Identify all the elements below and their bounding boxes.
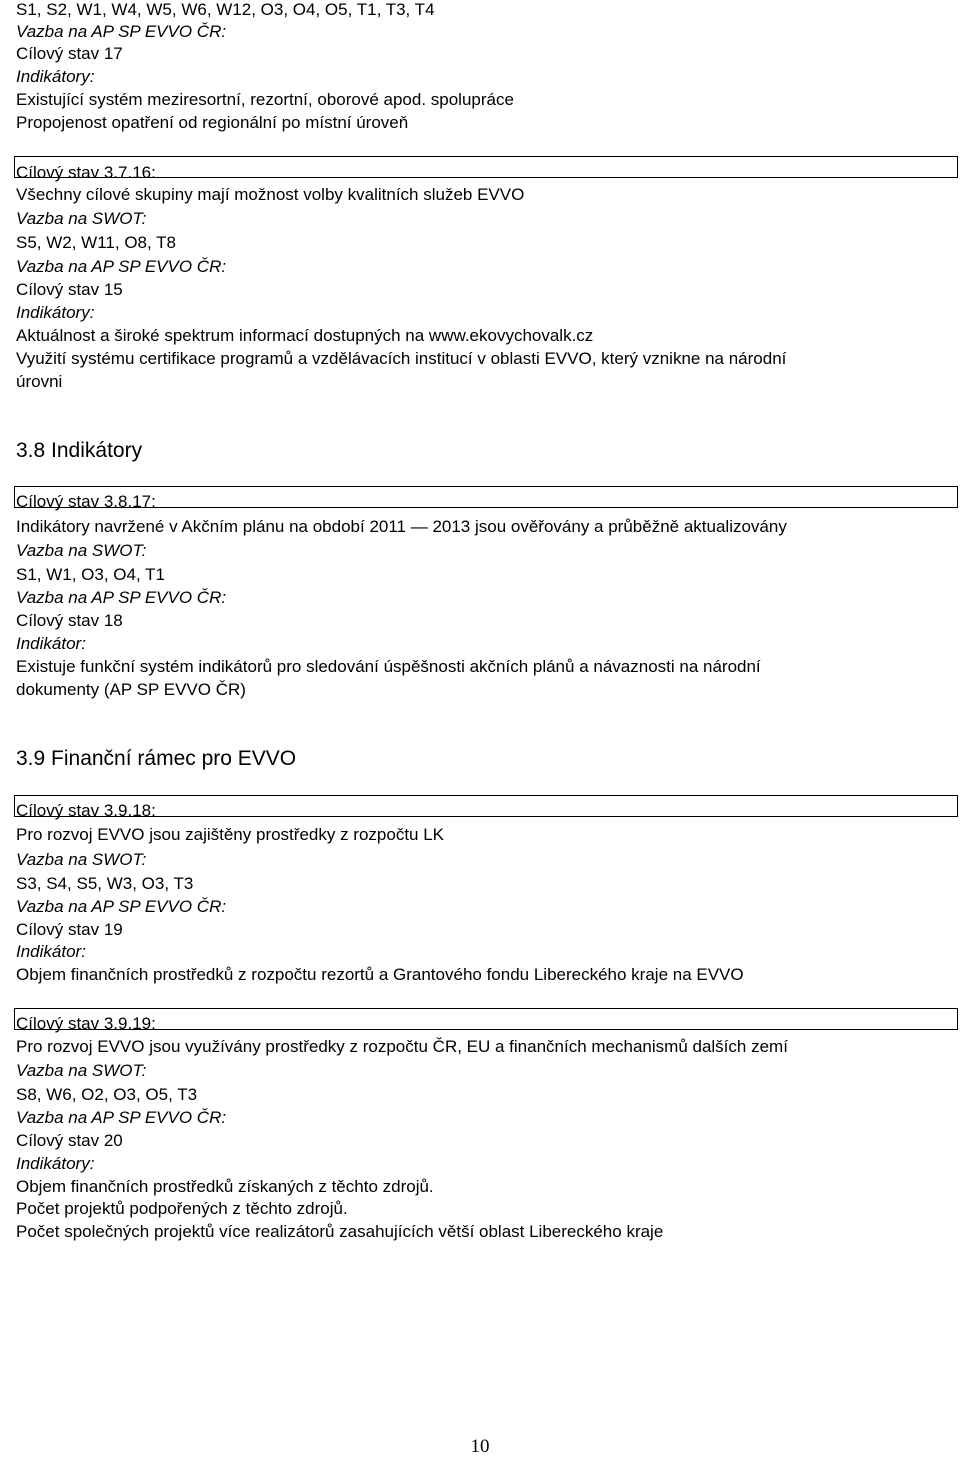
goal-heading-box [14,156,958,178]
swot-values: S5, W2, W11, O8, T8 [16,233,176,252]
indicators-label: Indikátory: [16,1154,95,1173]
swot-label: Vazba na SWOT: [16,850,147,869]
swot-values: S3, S4, S5, W3, O3, T3 [16,874,194,893]
indicator-item: Aktuálnost a široké spektrum informací dostupných na www.ekovychovalk.cz [16,326,594,345]
indicator-item: Propojenost opatření od regionální po místní úroveň [16,113,409,132]
indicator-label: Indikátor: [16,634,86,653]
swot-label: Vazba na SWOT: [16,1061,147,1080]
ap-value: Cílový stav 17 [16,44,123,63]
goal-text: Všechny cílové skupiny mají možnost volby kvalitních služeb EVVO [16,185,525,204]
ap-label: Vazba na AP SP EVVO ČR: [16,1108,227,1127]
ap-label: Vazba na AP SP EVVO ČR: [16,588,227,607]
goal-heading-box [14,486,958,508]
indicator-item: Počet projektů podpořených z těchto zdrojů. [16,1199,348,1218]
section-heading: 3.9 Finanční rámec pro EVVO [16,747,297,770]
indicator-item: dokumenty (AP SP EVVO ČR) [16,680,246,699]
ap-label: Vazba na AP SP EVVO ČR: [16,257,227,276]
indicator-item: Objem finančních prostředků získaných z těchto zdrojů. [16,1177,434,1196]
section-heading: 3.8 Indikátory [16,439,143,462]
goal-text: Pro rozvoj EVVO jsou využívány prostředky z rozpočtu ČR, EU a finančních mechanismů dalších zemí [16,1037,788,1056]
indicator-item: úrovni [16,372,63,391]
goal-heading: Cílový stav 3.7.16: [16,163,156,182]
goal-text: Pro rozvoj EVVO jsou zajištěny prostředky z rozpočtu LK [16,825,445,844]
indicator-item: Existující systém meziresortní, rezortní, oborové apod. spolupráce [16,90,514,109]
swot-values: S1, W1, O3, O4, T1 [16,565,165,584]
ap-value: Cílový stav 18 [16,611,123,630]
indicator-item: Počet společných projektů více realizátorů zasahujících větší oblast Libereckého kraje [16,1222,664,1241]
indicator-item: Existuje funkční systém indikátorů pro sledování úspěšnosti akčních plánů a návaznosti na národní [16,657,761,676]
indicator-item: Využití systému certifikace programů a vzdělávacích institucí v oblasti EVVO, který vznikne na národní [16,349,787,368]
ap-value: Cílový stav 15 [16,280,123,299]
ap-label: Vazba na AP SP EVVO ČR: [16,22,227,41]
goal-heading: Cílový stav 3.9.18: [16,801,156,820]
ap-value: Cílový stav 20 [16,1131,123,1150]
swot-values: S8, W6, O2, O3, O5, T3 [16,1085,198,1104]
goal-heading-box [14,795,958,817]
goal-text: Indikátory navržené v Akčním plánu na období 2011 — 2013 jsou ověřovány a průběžně aktualizovány [16,517,787,536]
swot-label: Vazba na SWOT: [16,541,147,560]
page-number: 10 [470,1436,490,1457]
indicators-label: Indikátory: [16,303,95,322]
ap-value: Cílový stav 19 [16,920,123,939]
indicator-label: Indikátor: [16,942,86,961]
swot-values: S1, S2, W1, W4, W5, W6, W12, O3, O4, O5, T1, T3, T4 [16,0,435,19]
swot-label: Vazba na SWOT: [16,209,147,228]
goal-heading: Cílový stav 3.8.17: [16,492,156,511]
goal-heading-box [14,1008,958,1030]
indicator-item: Objem finančních prostředků z rozpočtu rezortů a Grantového fondu Libereckého kraje na EVVO [16,965,744,984]
indicators-label: Indikátory: [16,67,95,86]
goal-heading: Cílový stav 3.9.19: [16,1014,156,1033]
ap-label: Vazba na AP SP EVVO ČR: [16,897,227,916]
